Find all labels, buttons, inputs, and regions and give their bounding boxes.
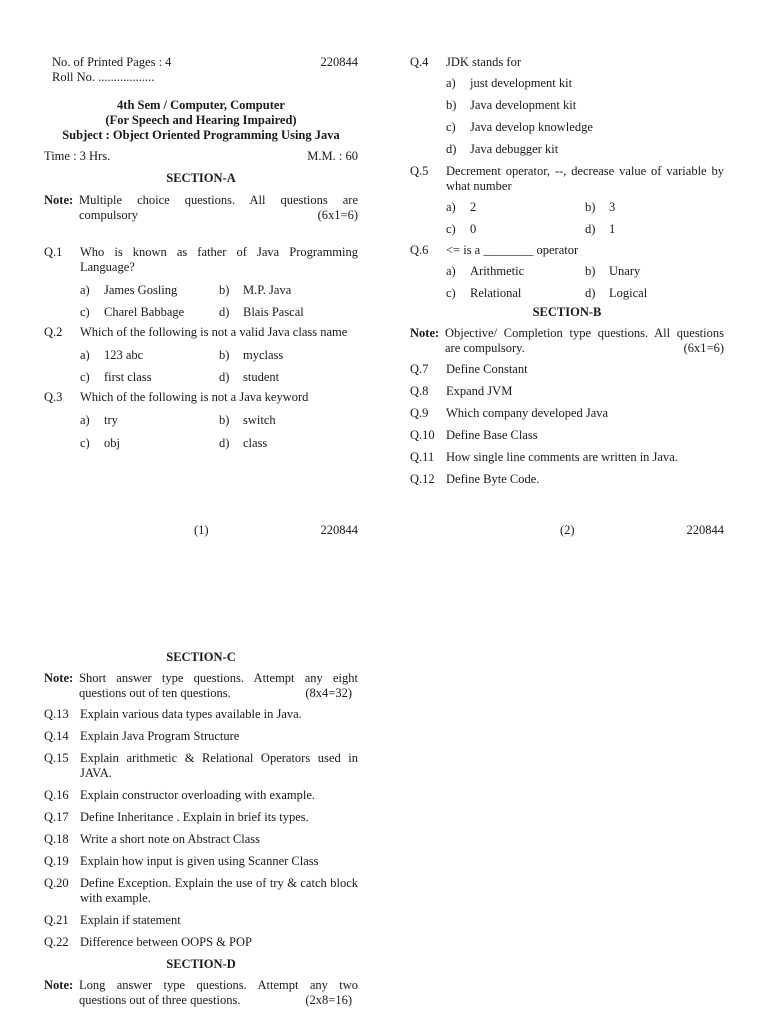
note-marks: (8x4=32) [305, 686, 352, 700]
option: b) M.P. Java [219, 283, 292, 297]
question-text: Which of the following is not a Java keyword [80, 390, 309, 404]
question [44, 325, 358, 385]
option: a) just development kit [446, 76, 573, 90]
note-label: Note: [44, 193, 74, 207]
note-label: Note: [44, 978, 74, 992]
page-number: (1) [194, 523, 209, 537]
option: a) try [80, 413, 118, 427]
option: c) obj [80, 436, 120, 450]
question [44, 245, 358, 320]
section-d-note [44, 978, 358, 1008]
question [410, 55, 724, 157]
footer-code: 220844 [686, 523, 724, 537]
section-d-heading: SECTION-D [166, 957, 236, 971]
note-text: Multiple choice questions. All questions are compulsory [79, 193, 358, 222]
page-1-footer [44, 523, 358, 538]
note-marks: (6x1=6) [683, 341, 724, 355]
roll-no: Roll No. .................. [52, 70, 155, 84]
page-number: (2) [560, 523, 575, 537]
note-marks: (6x1=6) [317, 208, 358, 222]
question: Q.13 Explain various data types available in Java. [44, 707, 302, 721]
exam-title: 4th Sem / Computer, Computer [117, 98, 285, 112]
option: a) James Gosling [80, 283, 178, 297]
option: d) 1 [585, 222, 616, 236]
option: a) Arithmetic [446, 264, 525, 278]
section-c-note [44, 671, 358, 701]
question: Q.7 Define Constant [410, 362, 528, 376]
question-text: JDK stands for [446, 55, 521, 69]
section-c-heading: SECTION-C [166, 650, 236, 664]
option: b) myclass [219, 348, 284, 362]
option: d) Logical [585, 286, 648, 300]
section-b-note [410, 326, 724, 356]
question-number: Q.4 [410, 55, 429, 69]
note-text: Objective/ Completion type questions. All questions are compulsory. [445, 326, 724, 355]
question: Q.12 Define Byte Code. [410, 472, 540, 486]
page-1 [44, 55, 358, 451]
question [410, 243, 724, 301]
question: Q.21 Explain if statement [44, 913, 181, 927]
note-label: Note: [410, 326, 440, 340]
question: Q.11 How single line comments are written in Java. [410, 450, 678, 464]
exam-subtitle: (For Speech and Hearing Impaired) [105, 113, 297, 127]
page-2 [410, 55, 724, 494]
question-number: Q.5 [410, 164, 429, 178]
note-text: Long answer type questions. Attempt any two questions out of three questions. [79, 978, 358, 1007]
question: Q.16 Explain constructor overloading with example. [44, 788, 316, 802]
question-number: Q.1 [44, 245, 63, 259]
section-a-heading: SECTION-A [166, 171, 236, 185]
option: c) first class [80, 370, 152, 384]
option: c) Java develop knowledge [446, 120, 593, 134]
page-3 [44, 650, 358, 1008]
question-text: Who is known as father of Java Programming Language? [80, 245, 358, 274]
time: Time : 3 Hrs. [44, 149, 111, 163]
option: c) 0 [446, 222, 477, 236]
option: c) Charel Babbage [80, 305, 185, 319]
question-text: Which of the following is not a valid Java class name [80, 325, 348, 339]
question: Q.8 Expand JVM [410, 384, 513, 398]
option: b) 3 [585, 200, 616, 214]
question: Q.17 Define Inheritance . Explain in brief its types. [44, 810, 309, 824]
section-a-note [44, 193, 358, 223]
question [410, 164, 724, 237]
option: a) 123 abc [80, 348, 144, 362]
header-row [44, 55, 358, 85]
option: d) Blais Pascal [219, 305, 304, 319]
page-2-footer [410, 523, 724, 538]
option: d) Java debugger kit [446, 142, 559, 156]
option: b) Unary [585, 264, 641, 278]
question: Q.18 Write a short note on Abstract Class [44, 832, 261, 846]
paper-code: 220844 [320, 55, 358, 69]
option: b) switch [219, 413, 276, 427]
question-number: Q.6 [410, 243, 429, 257]
max-marks: M.M. : 60 [307, 149, 358, 163]
question-text: Decrement operator, --, decrease value of variable by what number [446, 164, 724, 193]
question: Q.14 Explain Java Program Structure [44, 729, 240, 743]
exam-subject: Subject : Object Oriented Programming Using Java [62, 128, 340, 142]
note-marks: (2x8=16) [305, 993, 352, 1007]
section-b-heading: SECTION-B [532, 305, 602, 319]
option: c) Relational [446, 286, 522, 300]
question-text: <= is a ________ operator [446, 243, 579, 257]
question-number: Q.2 [44, 325, 63, 339]
option: b) Java development kit [446, 98, 577, 112]
option: d) class [219, 436, 268, 450]
note-label: Note: [44, 671, 74, 685]
question [44, 390, 358, 451]
option: a) 2 [446, 200, 477, 214]
question: Q.19 Explain how input is given using Scanner Class [44, 854, 319, 868]
time-marks-row [44, 149, 358, 164]
question: Q.15 Explain arithmetic & Relational Operators used in JAVA. [44, 751, 358, 780]
question: Q.22 Difference between OOPS & POP [44, 935, 252, 949]
note-text: Short answer type questions. Attempt any eight questions out of ten questions. [79, 671, 358, 700]
footer-code: 220844 [320, 523, 358, 537]
question: Q.20 Define Exception. Explain the use of try & catch block with example. [44, 876, 358, 905]
question-number: Q.3 [44, 390, 63, 404]
question: Q.10 Define Base Class [410, 428, 538, 442]
question: Q.9 Which company developed Java [410, 406, 609, 420]
printed-pages: No. of Printed Pages : 4 [52, 55, 172, 69]
option: d) student [219, 370, 280, 384]
